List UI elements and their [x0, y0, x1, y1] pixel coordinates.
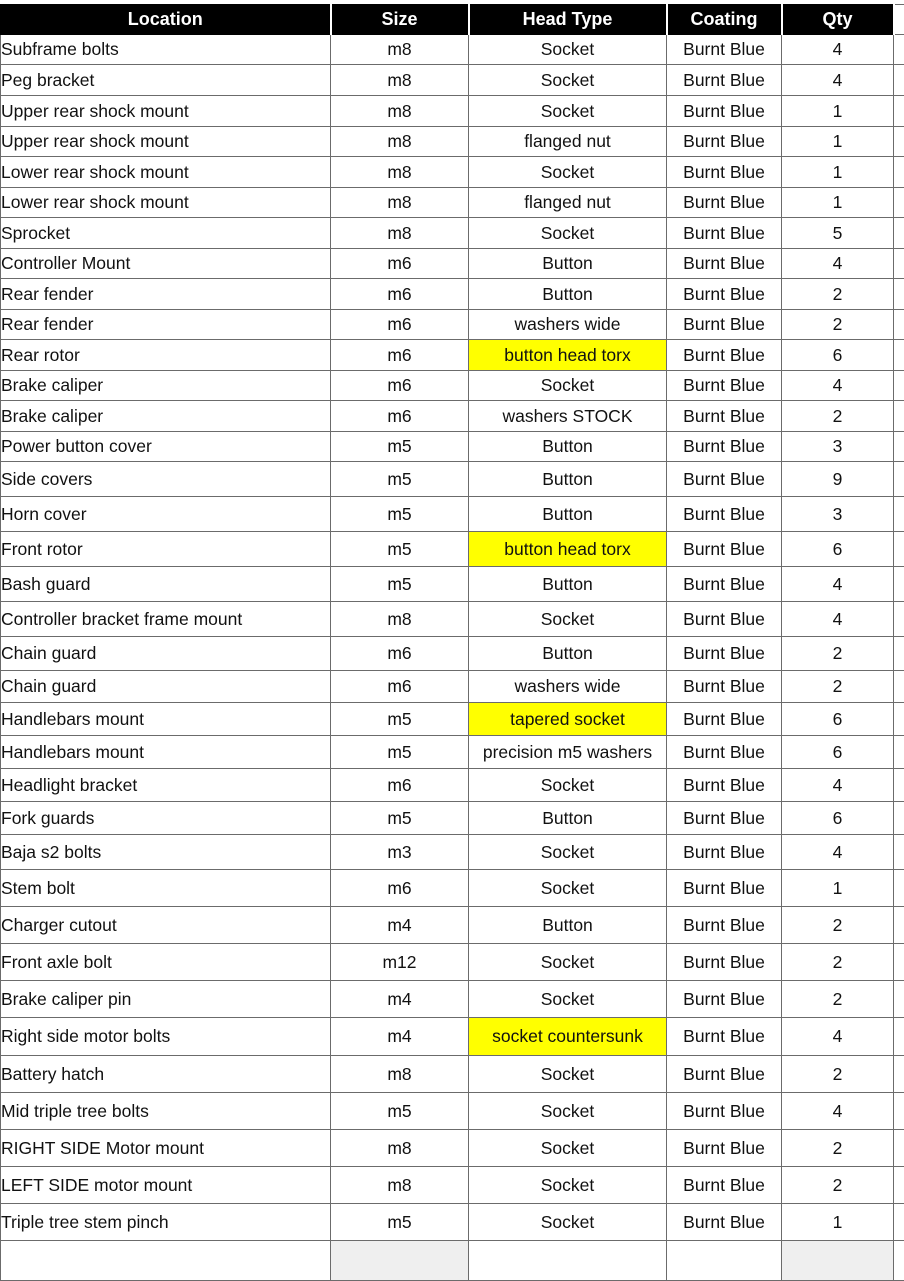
cell-qty[interactable]: 6	[782, 703, 894, 736]
cell-empty[interactable]	[894, 870, 904, 907]
table-row	[1, 944, 904, 981]
cell-coating[interactable]: Burnt Blue	[667, 870, 782, 907]
cell-size[interactable]: m4	[331, 1018, 469, 1056]
cell-qty[interactable]: 4	[782, 249, 894, 279]
cell-qty[interactable]: 2	[782, 310, 894, 340]
cell-size[interactable]: m5	[331, 532, 469, 567]
cell-size[interactable]: m6	[331, 671, 469, 703]
parts-table	[0, 4, 904, 1281]
cell-qty[interactable]: 2	[782, 401, 894, 432]
cell-location[interactable]: Lower rear shock mount	[1, 157, 331, 188]
cell-coating[interactable]: Burnt Blue	[667, 567, 782, 602]
cell-empty[interactable]	[894, 769, 904, 802]
cell-empty[interactable]	[894, 157, 904, 188]
cell-size[interactable]: m8	[331, 602, 469, 637]
cell-blank[interactable]	[782, 1241, 894, 1281]
cell-head-type[interactable]: Socket	[469, 602, 667, 637]
cell-coating[interactable]: Burnt Blue	[667, 703, 782, 736]
cell-location[interactable]: Horn cover	[1, 497, 331, 532]
cell-size[interactable]: m12	[331, 944, 469, 981]
cell-head-type[interactable]: Button	[469, 567, 667, 602]
cell-size[interactable]: m8	[331, 1130, 469, 1167]
cell-qty[interactable]: 2	[782, 981, 894, 1018]
cell-coating[interactable]: Burnt Blue	[667, 340, 782, 371]
cell-empty[interactable]	[894, 1130, 904, 1167]
cell-location[interactable]: Power button cover	[1, 432, 331, 462]
table-row	[1, 1018, 904, 1056]
cell-size[interactable]: m5	[331, 703, 469, 736]
cell-qty[interactable]: 1	[782, 1204, 894, 1241]
cell-blank[interactable]	[894, 1241, 904, 1281]
cell-location[interactable]: Rear fender	[1, 310, 331, 340]
cell-empty[interactable]	[894, 371, 904, 401]
cell-qty[interactable]: 4	[782, 35, 894, 65]
cell-location[interactable]: Baja s2 bolts	[1, 835, 331, 870]
cell-empty[interactable]	[894, 340, 904, 371]
cell-empty[interactable]	[894, 279, 904, 310]
cell-empty[interactable]	[894, 401, 904, 432]
cell-location[interactable]: Chain guard	[1, 671, 331, 703]
cell-head-type[interactable]: Button	[469, 907, 667, 944]
cell-qty[interactable]: 4	[782, 769, 894, 802]
cell-empty[interactable]	[894, 532, 904, 567]
cell-location[interactable]: Brake caliper	[1, 401, 331, 432]
cell-location[interactable]: Fork guards	[1, 802, 331, 835]
cell-head-type[interactable]: Button	[469, 432, 667, 462]
cell-qty[interactable]: 1	[782, 157, 894, 188]
table-row	[1, 907, 904, 944]
cell-head-type[interactable]: tapered socket	[469, 703, 667, 736]
cell-empty[interactable]	[894, 1167, 904, 1204]
cell-empty[interactable]	[894, 188, 904, 218]
cell-head-type[interactable]: Socket	[469, 371, 667, 401]
cell-location[interactable]: LEFT SIDE motor mount	[1, 1167, 331, 1204]
cell-coating[interactable]: Burnt Blue	[667, 96, 782, 127]
cell-coating[interactable]: Burnt Blue	[667, 1056, 782, 1093]
cell-qty[interactable]: 4	[782, 567, 894, 602]
cell-empty[interactable]	[894, 602, 904, 637]
cell-head-type[interactable]: Button	[469, 637, 667, 671]
table-row	[1, 35, 904, 65]
cell-coating[interactable]: Burnt Blue	[667, 944, 782, 981]
table-row	[1, 1167, 904, 1204]
cell-coating[interactable]: Burnt Blue	[667, 1167, 782, 1204]
cell-head-type[interactable]: Socket	[469, 1167, 667, 1204]
cell-size[interactable]: m8	[331, 188, 469, 218]
cell-coating[interactable]: Burnt Blue	[667, 35, 782, 65]
table-row	[1, 1056, 904, 1093]
cell-size[interactable]: m8	[331, 218, 469, 249]
cell-head-type[interactable]: Socket	[469, 769, 667, 802]
cell-head-type[interactable]: Socket	[469, 1056, 667, 1093]
cell-size[interactable]: m5	[331, 1093, 469, 1130]
cell-size[interactable]: m8	[331, 127, 469, 157]
header-coating[interactable]: Coating	[667, 5, 782, 35]
cell-location[interactable]: Bash guard	[1, 567, 331, 602]
cell-coating[interactable]: Burnt Blue	[667, 218, 782, 249]
cell-coating[interactable]: Burnt Blue	[667, 1130, 782, 1167]
cell-coating[interactable]: Burnt Blue	[667, 127, 782, 157]
table-row	[1, 65, 904, 96]
header-row	[1, 5, 904, 35]
cell-location[interactable]: Front axle bolt	[1, 944, 331, 981]
table-row	[1, 218, 904, 249]
header-qty[interactable]: Qty	[782, 5, 894, 35]
cell-qty[interactable]: 4	[782, 1018, 894, 1056]
table-row	[1, 532, 904, 567]
cell-empty[interactable]	[894, 1204, 904, 1241]
cell-size[interactable]: m6	[331, 637, 469, 671]
cell-head-type[interactable]: Socket	[469, 870, 667, 907]
cell-qty[interactable]: 9	[782, 462, 894, 497]
cell-location[interactable]: Handlebars mount	[1, 703, 331, 736]
cell-empty[interactable]	[894, 249, 904, 279]
table-row	[1, 188, 904, 218]
cell-empty[interactable]	[894, 981, 904, 1018]
table-row	[1, 802, 904, 835]
cell-location[interactable]: Rear fender	[1, 279, 331, 310]
cell-qty[interactable]: 1	[782, 188, 894, 218]
cell-size[interactable]: m6	[331, 401, 469, 432]
table-row	[1, 497, 904, 532]
cell-empty[interactable]	[894, 703, 904, 736]
table-row	[1, 671, 904, 703]
cell-empty[interactable]	[894, 944, 904, 981]
cell-size[interactable]: m8	[331, 1167, 469, 1204]
table-row	[1, 981, 904, 1018]
cell-coating[interactable]: Burnt Blue	[667, 907, 782, 944]
header-size[interactable]: Size	[331, 5, 469, 35]
cell-empty[interactable]	[894, 567, 904, 602]
cell-head-type[interactable]: socket countersunk	[469, 1018, 667, 1056]
table-row	[1, 602, 904, 637]
cell-head-type[interactable]: button head torx	[469, 532, 667, 567]
cell-location[interactable]: Peg bracket	[1, 65, 331, 96]
cell-head-type[interactable]: Button	[469, 802, 667, 835]
cell-head-type[interactable]: washers STOCK	[469, 401, 667, 432]
table-row	[1, 432, 904, 462]
cell-blank[interactable]	[667, 1241, 782, 1281]
cell-coating[interactable]: Burnt Blue	[667, 462, 782, 497]
cell-empty[interactable]	[894, 462, 904, 497]
cell-coating[interactable]: Burnt Blue	[667, 65, 782, 96]
cell-qty[interactable]: 4	[782, 602, 894, 637]
cell-location[interactable]: Upper rear shock mount	[1, 127, 331, 157]
cell-empty[interactable]	[894, 671, 904, 703]
table-row	[1, 462, 904, 497]
cell-location[interactable]: Handlebars mount	[1, 736, 331, 769]
cell-coating[interactable]: Burnt Blue	[667, 532, 782, 567]
cell-head-type[interactable]: Socket	[469, 944, 667, 981]
cell-qty[interactable]: 1	[782, 96, 894, 127]
cell-qty[interactable]: 2	[782, 637, 894, 671]
table-row	[1, 703, 904, 736]
table-row	[1, 249, 904, 279]
cell-size[interactable]: m6	[331, 340, 469, 371]
cell-size[interactable]: m5	[331, 432, 469, 462]
table-row	[1, 1204, 904, 1241]
cell-location[interactable]: Chain guard	[1, 637, 331, 671]
table-row	[1, 835, 904, 870]
cell-blank[interactable]	[469, 1241, 667, 1281]
cell-location[interactable]: Controller bracket frame mount	[1, 602, 331, 637]
table-body	[1, 35, 904, 1281]
table-row	[1, 567, 904, 602]
cell-qty[interactable]: 2	[782, 671, 894, 703]
cell-location[interactable]: Mid triple tree bolts	[1, 1093, 331, 1130]
cell-empty[interactable]	[894, 35, 904, 65]
cell-empty[interactable]	[894, 1018, 904, 1056]
header-empty[interactable]	[894, 5, 904, 35]
cell-head-type[interactable]: Button	[469, 279, 667, 310]
cell-head-type[interactable]: button head torx	[469, 340, 667, 371]
cell-coating[interactable]: Burnt Blue	[667, 802, 782, 835]
table-row	[1, 96, 904, 127]
cell-qty[interactable]: 2	[782, 1130, 894, 1167]
cell-coating[interactable]: Burnt Blue	[667, 279, 782, 310]
table-row	[1, 736, 904, 769]
cell-head-type[interactable]: Socket	[469, 157, 667, 188]
cell-coating[interactable]: Burnt Blue	[667, 835, 782, 870]
cell-location[interactable]: Controller Mount	[1, 249, 331, 279]
table-row	[1, 371, 904, 401]
cell-head-type[interactable]: Button	[469, 462, 667, 497]
cell-empty[interactable]	[894, 1056, 904, 1093]
cell-qty[interactable]: 4	[782, 65, 894, 96]
cell-location[interactable]: Battery hatch	[1, 1056, 331, 1093]
cell-location[interactable]: Charger cutout	[1, 907, 331, 944]
cell-size[interactable]: m6	[331, 371, 469, 401]
cell-coating[interactable]: Burnt Blue	[667, 249, 782, 279]
cell-empty[interactable]	[894, 96, 904, 127]
cell-location[interactable]: Brake caliper pin	[1, 981, 331, 1018]
cell-empty[interactable]	[894, 127, 904, 157]
cell-qty[interactable]: 6	[782, 340, 894, 371]
table-row	[1, 127, 904, 157]
cell-size[interactable]: m5	[331, 802, 469, 835]
cell-coating[interactable]: Burnt Blue	[667, 602, 782, 637]
cell-coating[interactable]: Burnt Blue	[667, 157, 782, 188]
cell-head-type[interactable]: Socket	[469, 1204, 667, 1241]
cell-qty[interactable]: 4	[782, 835, 894, 870]
cell-size[interactable]: m6	[331, 769, 469, 802]
cell-coating[interactable]: Burnt Blue	[667, 1018, 782, 1056]
cell-location[interactable]: Upper rear shock mount	[1, 96, 331, 127]
cell-size[interactable]: m8	[331, 96, 469, 127]
cell-head-type[interactable]: washers wide	[469, 310, 667, 340]
cell-qty[interactable]: 4	[782, 1093, 894, 1130]
cell-qty[interactable]: 2	[782, 1056, 894, 1093]
cell-empty[interactable]	[894, 497, 904, 532]
cell-size[interactable]: m5	[331, 736, 469, 769]
cell-head-type[interactable]: Socket	[469, 65, 667, 96]
table-row-blank	[1, 1241, 904, 1281]
cell-location[interactable]: Rear rotor	[1, 340, 331, 371]
cell-coating[interactable]: Burnt Blue	[667, 1204, 782, 1241]
cell-location[interactable]: Stem bolt	[1, 870, 331, 907]
cell-size[interactable]: m6	[331, 249, 469, 279]
cell-size[interactable]: m8	[331, 1056, 469, 1093]
cell-location[interactable]: Side covers	[1, 462, 331, 497]
cell-empty[interactable]	[894, 1093, 904, 1130]
cell-qty[interactable]: 2	[782, 944, 894, 981]
cell-coating[interactable]: Burnt Blue	[667, 371, 782, 401]
cell-blank[interactable]	[1, 1241, 331, 1281]
cell-head-type[interactable]: Socket	[469, 1130, 667, 1167]
cell-head-type[interactable]: Socket	[469, 35, 667, 65]
cell-coating[interactable]: Burnt Blue	[667, 981, 782, 1018]
cell-qty[interactable]: 3	[782, 497, 894, 532]
cell-blank[interactable]	[331, 1241, 469, 1281]
table-row	[1, 1130, 904, 1167]
cell-qty[interactable]: 4	[782, 371, 894, 401]
cell-size[interactable]: m8	[331, 65, 469, 96]
table-row	[1, 340, 904, 371]
cell-head-type[interactable]: Button	[469, 249, 667, 279]
cell-size[interactable]: m5	[331, 462, 469, 497]
cell-qty[interactable]: 3	[782, 432, 894, 462]
cell-size[interactable]: m4	[331, 981, 469, 1018]
cell-location[interactable]: Right side motor bolts	[1, 1018, 331, 1056]
cell-head-type[interactable]: flanged nut	[469, 127, 667, 157]
header-head-type[interactable]: Head Type	[469, 5, 667, 35]
cell-size[interactable]: m6	[331, 279, 469, 310]
cell-coating[interactable]: Burnt Blue	[667, 637, 782, 671]
cell-location[interactable]: Front rotor	[1, 532, 331, 567]
cell-empty[interactable]	[894, 802, 904, 835]
cell-qty[interactable]: 2	[782, 1167, 894, 1204]
cell-coating[interactable]: Burnt Blue	[667, 671, 782, 703]
table-row	[1, 157, 904, 188]
table-row	[1, 1093, 904, 1130]
cell-head-type[interactable]: Socket	[469, 1093, 667, 1130]
cell-location[interactable]: Brake caliper	[1, 371, 331, 401]
cell-qty[interactable]: 5	[782, 218, 894, 249]
table-row	[1, 279, 904, 310]
cell-location[interactable]: Headlight bracket	[1, 769, 331, 802]
cell-head-type[interactable]: Socket	[469, 96, 667, 127]
cell-coating[interactable]: Burnt Blue	[667, 1093, 782, 1130]
cell-qty[interactable]: 6	[782, 736, 894, 769]
cell-coating[interactable]: Burnt Blue	[667, 188, 782, 218]
cell-head-type[interactable]: precision m5 washers	[469, 736, 667, 769]
cell-empty[interactable]	[894, 65, 904, 96]
cell-head-type[interactable]: Socket	[469, 835, 667, 870]
cell-size[interactable]: m5	[331, 1204, 469, 1241]
cell-empty[interactable]	[894, 432, 904, 462]
cell-head-type[interactable]: Socket	[469, 218, 667, 249]
cell-qty[interactable]: 6	[782, 532, 894, 567]
cell-size[interactable]: m6	[331, 310, 469, 340]
cell-size[interactable]: m6	[331, 870, 469, 907]
cell-size[interactable]: m3	[331, 835, 469, 870]
table-row	[1, 310, 904, 340]
cell-location[interactable]: Subframe bolts	[1, 35, 331, 65]
cell-qty[interactable]: 1	[782, 870, 894, 907]
cell-qty[interactable]: 2	[782, 907, 894, 944]
cell-location[interactable]: Triple tree stem pinch	[1, 1204, 331, 1241]
cell-coating[interactable]: Burnt Blue	[667, 401, 782, 432]
cell-empty[interactable]	[894, 310, 904, 340]
cell-qty[interactable]: 2	[782, 279, 894, 310]
cell-size[interactable]: m8	[331, 157, 469, 188]
cell-empty[interactable]	[894, 907, 904, 944]
table-row	[1, 870, 904, 907]
cell-location[interactable]: RIGHT SIDE Motor mount	[1, 1130, 331, 1167]
table-row	[1, 769, 904, 802]
cell-empty[interactable]	[894, 736, 904, 769]
cell-coating[interactable]: Burnt Blue	[667, 432, 782, 462]
cell-location[interactable]: Sprocket	[1, 218, 331, 249]
cell-size[interactable]: m5	[331, 497, 469, 532]
cell-qty[interactable]: 6	[782, 802, 894, 835]
cell-size[interactable]: m4	[331, 907, 469, 944]
table-row	[1, 401, 904, 432]
cell-head-type[interactable]: washers wide	[469, 671, 667, 703]
cell-size[interactable]: m5	[331, 567, 469, 602]
table-row	[1, 637, 904, 671]
cell-coating[interactable]: Burnt Blue	[667, 497, 782, 532]
cell-size[interactable]: m8	[331, 35, 469, 65]
cell-empty[interactable]	[894, 835, 904, 870]
cell-coating[interactable]: Burnt Blue	[667, 310, 782, 340]
cell-head-type[interactable]: Button	[469, 497, 667, 532]
cell-location[interactable]: Lower rear shock mount	[1, 188, 331, 218]
cell-head-type[interactable]: flanged nut	[469, 188, 667, 218]
cell-coating[interactable]: Burnt Blue	[667, 769, 782, 802]
cell-empty[interactable]	[894, 637, 904, 671]
header-location[interactable]: Location	[1, 5, 331, 35]
cell-empty[interactable]	[894, 218, 904, 249]
cell-qty[interactable]: 1	[782, 127, 894, 157]
cell-head-type[interactable]: Socket	[469, 981, 667, 1018]
cell-coating[interactable]: Burnt Blue	[667, 736, 782, 769]
